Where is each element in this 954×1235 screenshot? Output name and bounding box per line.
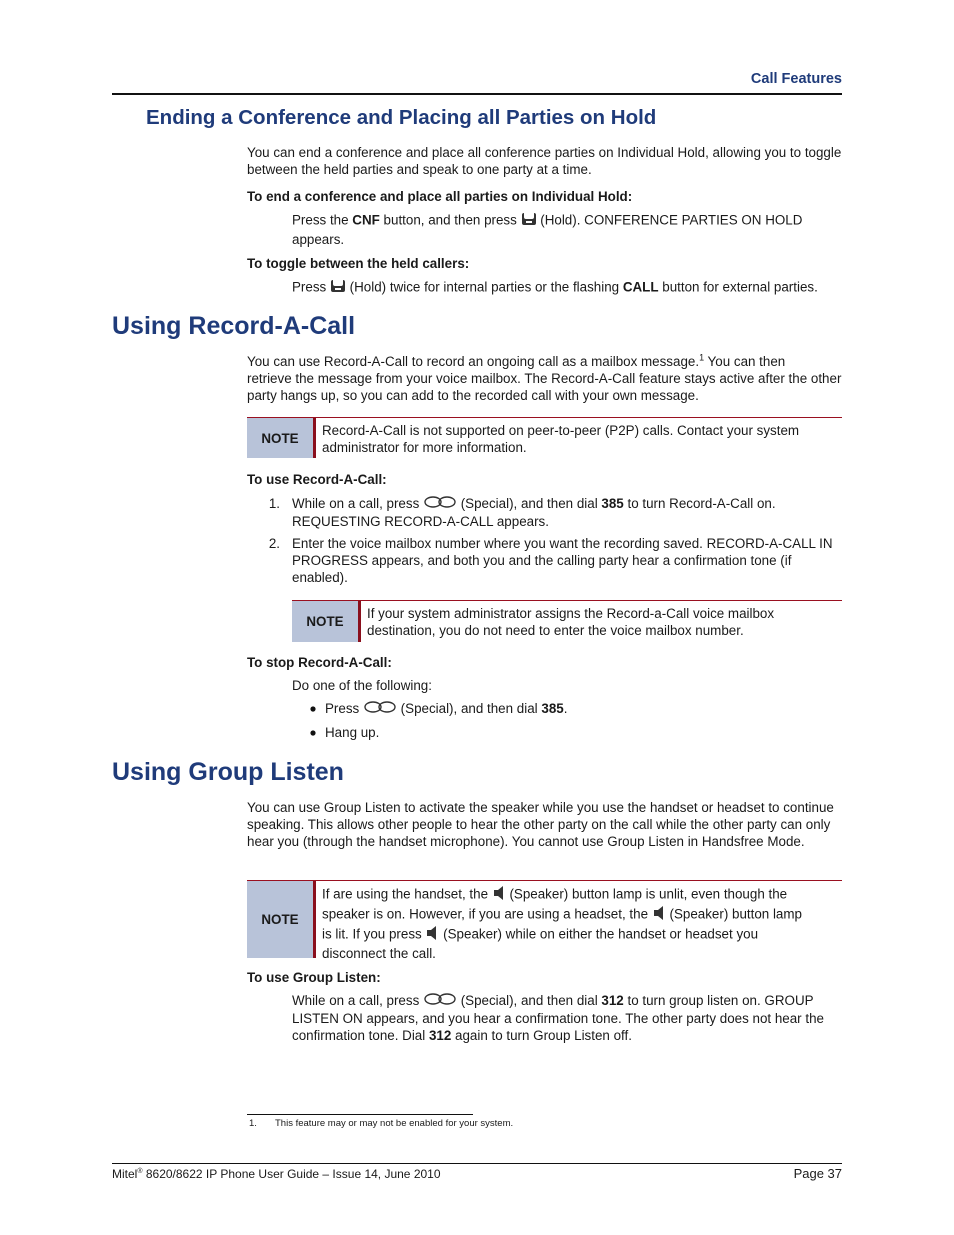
procedure-title-stop-record: To stop Record-A-Call: <box>247 655 392 670</box>
note-text <box>316 881 842 961</box>
note-line: If are using the handset, the <box>322 886 492 902</box>
step-text: Press the <box>292 212 353 228</box>
step-text: Press <box>292 279 330 295</box>
footnote-number: 1. <box>249 1118 257 1129</box>
step-record-on <box>292 495 842 530</box>
bullet-text: Press <box>325 701 363 716</box>
note-box-speaker <box>247 880 842 961</box>
step-enter-mailbox: Enter the voice mailbox number where you want the recording saved. RECORD-A-CALL IN PROGRESS appears, and both you and the calling party hear a confirmation tone (if enabled). <box>292 536 833 585</box>
bullet-text: . <box>563 701 568 716</box>
note-box-mailbox <box>292 600 842 642</box>
special-icon <box>423 495 457 513</box>
header-rule <box>112 93 842 95</box>
bullet-bold: 385 <box>541 701 564 716</box>
bullet-text: (Special), and then dial <box>396 701 542 716</box>
footer-brand: Mitel <box>112 1167 138 1181</box>
step-text: button, and then press <box>379 212 521 228</box>
step-text: again to turn Group Listen off. <box>451 1028 632 1044</box>
note-line: (Speaker) while on either the handset or headset you <box>439 926 759 942</box>
footnote-ref[interactable]: 1 <box>699 352 705 363</box>
note-line: (Speaker) button lamp <box>665 906 802 922</box>
note-label: NOTE <box>247 418 316 458</box>
step-number: 2. <box>268 536 280 551</box>
special-icon <box>363 700 397 718</box>
step-text: to turn group listen on. GROUP LISTEN ON appears, and you hear a confirmation tone. The other party does not hear the confirmation tone. Dial <box>292 993 824 1044</box>
speaker-icon <box>492 885 506 905</box>
bullet-icon <box>310 700 316 721</box>
bullet-item-press-special <box>325 700 567 718</box>
section3-intro: You can use Group Listen to activate the speaker while you use the handset or headset to continue speaking. This allows other people to hear the other party on the call while the other party can only hear you (through the handset microphone). You cannot use Group Listen in Handsfree Mode. <box>247 800 834 849</box>
note-box-p2p <box>247 417 842 458</box>
footer-guide-title: 8620/8622 IP Phone User Guide – Issue 14, June 2010 <box>142 1167 441 1181</box>
procedure-title-toggle-held: To toggle between the held callers: <box>247 256 470 271</box>
footer-reg-mark: ® <box>137 1168 143 1175</box>
note-line: disconnect the call. <box>322 946 436 961</box>
note-line: speaker is on. However, if you are using a headset, the <box>322 906 652 922</box>
bullet-icon <box>310 724 316 745</box>
step-text: While on a call, press <box>292 496 423 511</box>
page-number: Page 37 <box>793 1166 842 1181</box>
section-heading-ending-conference: Ending a Conference and Placing all Parties on Hold <box>146 106 657 129</box>
running-header: Call Features <box>750 71 842 87</box>
footer-title <box>112 1167 441 1182</box>
section-heading-record-a-call: Using Record-A-Call <box>112 312 356 340</box>
step-text: REQUESTING RECORD-A-CALL appears. <box>292 514 549 530</box>
intro-text: retrieve the message from your voice mailbox. The Record-A-Call feature stays active after the other party hangs up, so you can add to the recorded call with your own message. <box>247 371 842 403</box>
step-bold: CALL <box>622 279 659 295</box>
procedure-step-group-listen <box>292 992 842 1044</box>
note-label: NOTE <box>292 601 361 642</box>
step-text: (Special), and then dial <box>456 496 602 511</box>
section1-intro: You can end a conference and place all conference parties on Individual Hold, allowing you to toggle between the held parties and speak to one party at a time. <box>247 145 842 177</box>
step-text: button for external parties. <box>658 279 818 295</box>
procedure-title-end-conference: To end a conference and place all parties on Individual Hold: <box>247 189 633 204</box>
bullet-item-hang-up: Hang up. <box>325 725 380 740</box>
hold-icon <box>330 278 346 298</box>
step-text: While on a call, press <box>292 993 423 1008</box>
hold-icon <box>521 211 537 231</box>
footer-rule <box>112 1163 842 1164</box>
speaker-icon <box>652 905 666 925</box>
special-icon <box>423 992 457 1010</box>
section-heading-group-listen: Using Group Listen <box>112 758 344 786</box>
stop-record-intro: Do one of the following: <box>292 678 432 693</box>
note-label: NOTE <box>247 881 316 958</box>
step-bold: 312 <box>601 993 624 1008</box>
procedure-title-group-listen: To use Group Listen: <box>247 970 381 985</box>
footnote-text: This feature may or may not be enabled for your system. <box>275 1118 514 1129</box>
note-text: If your system administrator assigns the Record-a-Call voice mailbox destination, you do not need to enter the voice mailbox number. <box>367 606 775 638</box>
section2-intro <box>247 353 843 404</box>
step-text: to turn Record-A-Call on. <box>623 496 776 511</box>
step-text: (Hold) twice for internal parties or the flashing <box>345 279 623 295</box>
procedure-step-toggle-held <box>292 278 852 298</box>
note-text: Record-A-Call is not supported on peer-to-peer (P2P) calls. Contact your system administrator for more information. <box>322 423 800 455</box>
intro-text: You can use Record-A-Call to record an ongoing call as a mailbox message. <box>247 354 700 369</box>
procedure-title-use-record: To use Record-A-Call: <box>247 472 387 487</box>
step-text: (Special), and then dial <box>456 993 602 1008</box>
step-number: 1. <box>268 496 280 511</box>
note-line: is lit. If you press <box>322 926 426 942</box>
step-bold: CNF <box>352 212 380 228</box>
step-bold: 385 <box>601 496 624 511</box>
step-text: (Hold). CONFERENCE PARTIES ON HOLD <box>536 212 803 228</box>
procedure-step-end-conference <box>292 211 842 248</box>
speaker-icon <box>425 925 439 945</box>
note-line: (Speaker) button lamp is unlit, even though the <box>505 886 788 902</box>
step-text: appears. <box>292 232 345 247</box>
intro-text: You can then <box>704 354 786 369</box>
footnote-rule <box>247 1114 473 1115</box>
step-bold: 312 <box>428 1028 452 1044</box>
